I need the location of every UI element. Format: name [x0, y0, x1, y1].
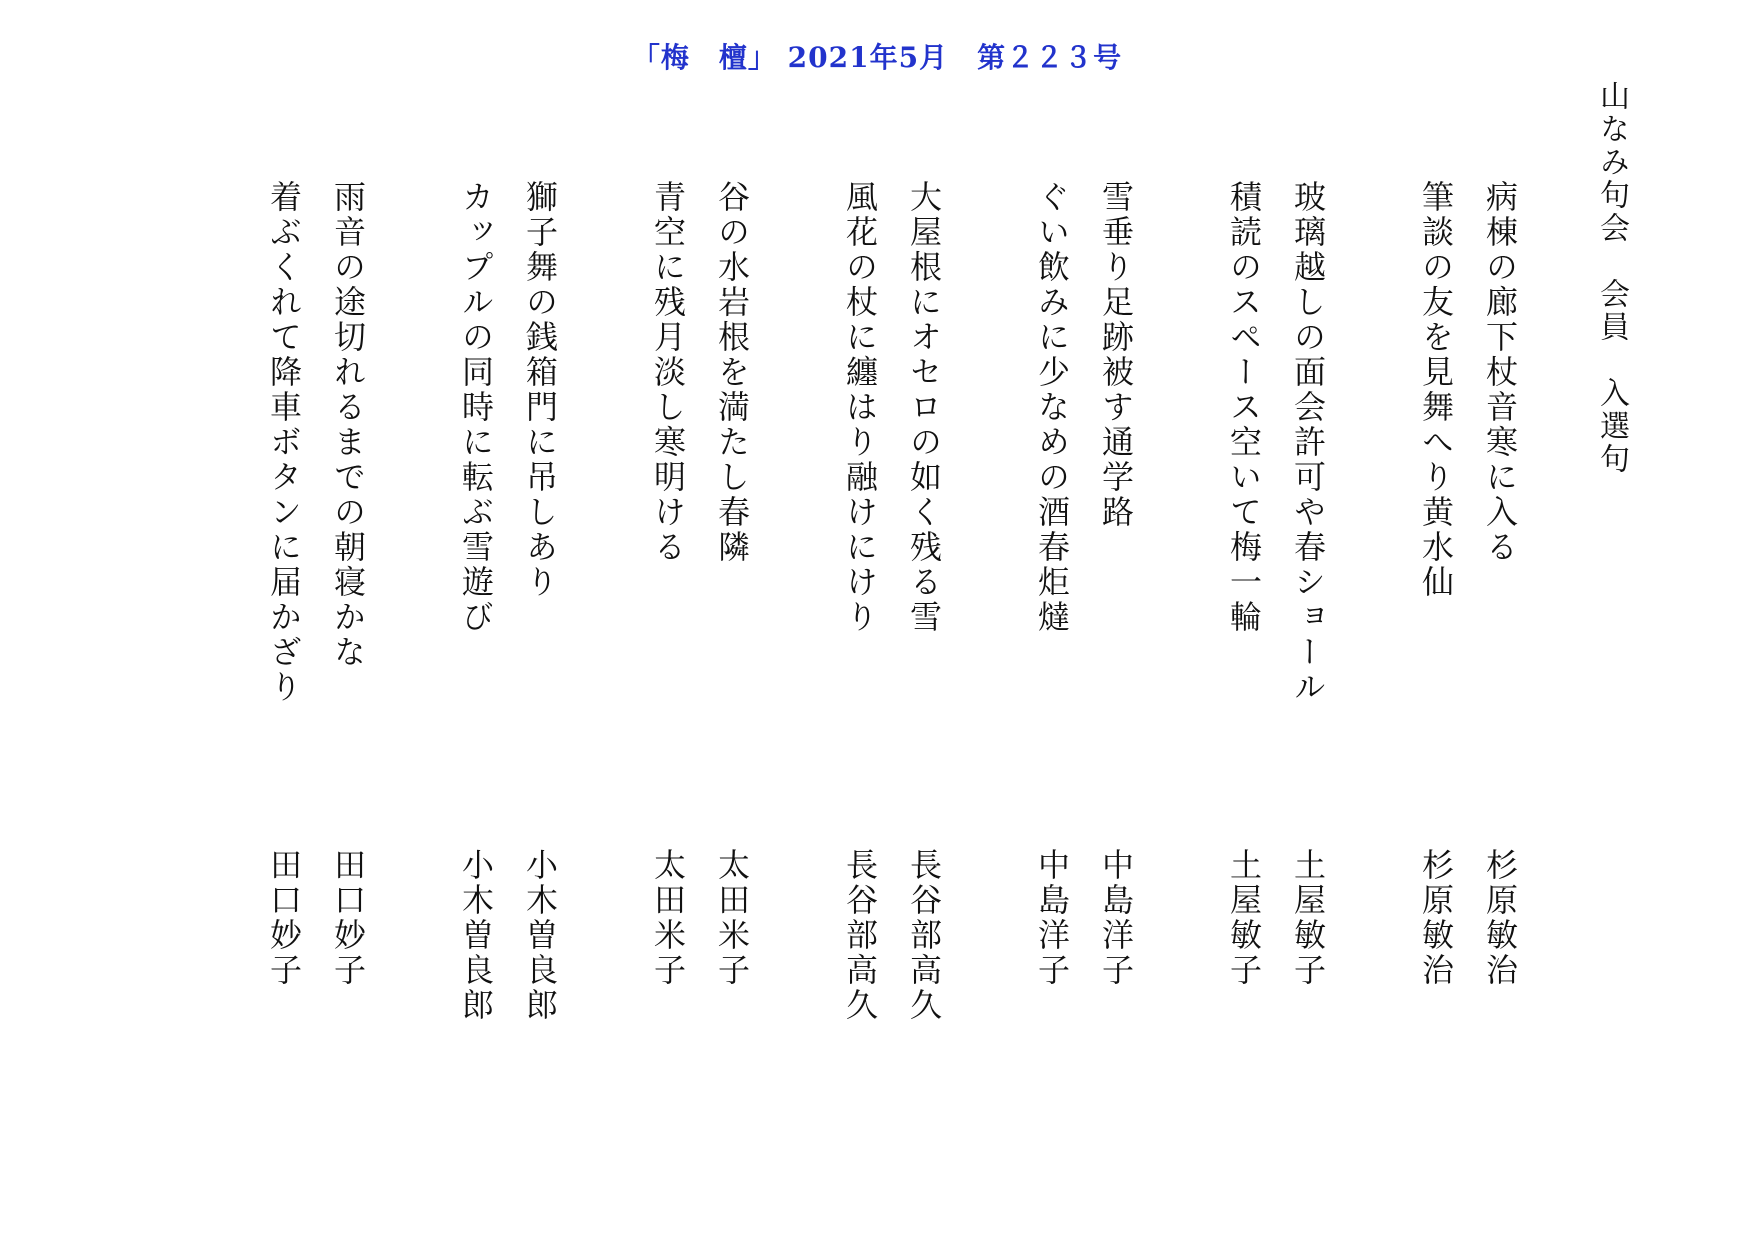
haiku-text: ぐい飲みに少なめの酒春炬燵 [1033, 180, 1071, 635]
haiku-text: 病棟の廊下杖音寒に入る [1481, 180, 1519, 565]
haiku-text: 積読のスペース空いて梅一輪 [1225, 180, 1263, 635]
haiku-author: 杉原敏治 [1481, 848, 1519, 988]
haiku-author: 長谷部高久 [905, 848, 943, 1023]
haiku-author: 中島洋子 [1033, 848, 1071, 988]
haiku-author: 土屋敏子 [1225, 848, 1263, 988]
haiku-text: 青空に残月淡し寒明ける [649, 180, 687, 565]
haiku-text: 雨音の途切れるまでの朝寝かな [329, 180, 367, 670]
haiku-text: 谷の水岩根を満たし春隣 [713, 180, 751, 565]
haiku-author: 太田米子 [649, 848, 687, 988]
haiku-author: 小木曽良郎 [457, 848, 495, 1023]
haiku-author: 太田米子 [713, 848, 751, 988]
haiku-text: 雪垂り足跡被す通学路 [1097, 180, 1135, 530]
section-title: 山なみ句会 会員 入選句 [1594, 80, 1629, 476]
haiku-text: 風花の杖に纏はり融けにけり [841, 180, 879, 635]
haiku-author: 杉原敏治 [1417, 848, 1455, 988]
haiku-text: 獅子舞の銭箱門に吊しあり [521, 180, 559, 600]
haiku-author: 田口妙子 [265, 848, 303, 988]
haiku-author: 中島洋子 [1097, 848, 1135, 988]
haiku-author: 土屋敏子 [1289, 848, 1327, 988]
haiku-author: 長谷部高久 [841, 848, 879, 1023]
haiku-author: 田口妙子 [329, 848, 367, 988]
haiku-text: 筆談の友を見舞へり黄水仙 [1417, 180, 1455, 600]
haiku-author: 小木曽良郎 [521, 848, 559, 1023]
haiku-text: カップルの同時に転ぶ雪遊び [457, 180, 495, 635]
newsletter-header: 「梅 檀」 2021年5月 第２２３号 [631, 41, 1123, 74]
haiku-text: 大屋根にオセロの如く残る雪 [905, 180, 943, 635]
haiku-text: 着ぶくれて降車ボタンに届かざり [265, 180, 303, 705]
haiku-text: 玻璃越しの面会許可や春ショール [1289, 180, 1327, 705]
